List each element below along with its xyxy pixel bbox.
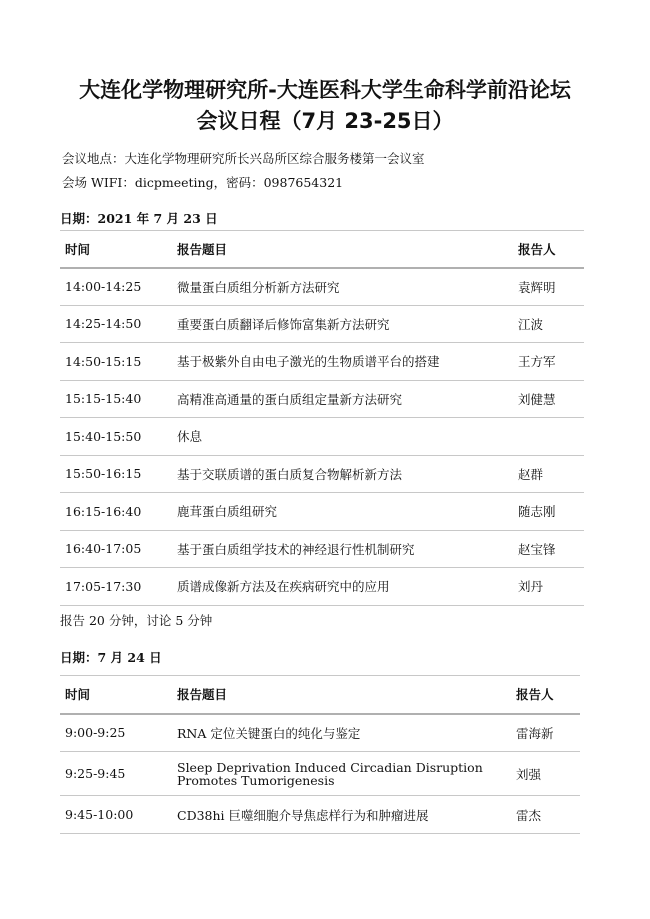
row-speaker — [516, 418, 584, 456]
day2-date: 日期：7 月 24 日 — [60, 650, 162, 665]
table-header-row — [60, 676, 580, 714]
row-title: 基于蛋白质组学技术的神经退行性机制研究 — [177, 530, 516, 568]
table-row — [60, 418, 584, 456]
table-row — [60, 455, 584, 493]
row-time: 17:05-17:30 — [60, 568, 177, 606]
table-header-row — [60, 231, 584, 268]
row-speaker: 雷杰 — [514, 796, 580, 834]
table-row — [60, 796, 580, 834]
row-speaker: 赵群 — [516, 455, 584, 493]
row-title: 基于交联质谱的蛋白质复合物解析新方法 — [177, 455, 516, 493]
row-time: 9:00-9:25 — [60, 714, 177, 752]
table-row — [60, 380, 584, 418]
row-speaker: 随志刚 — [516, 493, 584, 531]
row-title: 鹿茸蛋白质组研究 — [177, 493, 516, 531]
row-time: 16:40-17:05 — [60, 530, 177, 568]
column-header-time: 时间 — [60, 676, 177, 714]
table-row — [60, 343, 584, 381]
row-speaker: 赵宝锋 — [516, 530, 584, 568]
column-header-time: 时间 — [60, 231, 177, 268]
table-row — [60, 752, 580, 796]
row-title: CD38hi 巨噬细胞介导焦虑样行为和肿瘤进展 — [177, 796, 514, 834]
row-time: 14:25-14:50 — [60, 305, 177, 343]
table-row — [60, 305, 584, 343]
day1-note: 报告 20 分钟，讨论 5 分钟 — [60, 613, 213, 628]
row-speaker: 江波 — [516, 305, 584, 343]
row-title: Sleep Deprivation Induced Circadian Disruption Promotes Tumorigenesis — [177, 752, 514, 796]
table-row — [60, 568, 584, 606]
row-title: 休息 — [177, 418, 516, 456]
table-row — [60, 493, 584, 531]
row-title: 重要蛋白质翻译后修饰富集新方法研究 — [177, 305, 516, 343]
day2-schedule-table — [60, 675, 580, 834]
row-speaker: 刘强 — [514, 752, 580, 796]
row-speaker: 刘健慧 — [516, 380, 584, 418]
page-subtitle: 会议日程（7月 23-25日） — [196, 109, 454, 133]
row-speaker: 王方军 — [516, 343, 584, 381]
table-row — [60, 530, 584, 568]
row-speaker: 雷海新 — [514, 714, 580, 752]
meeting-location: 会议地点：大连化学物理研究所长兴岛所区综合服务楼第一会议室 — [62, 151, 425, 166]
meeting-wifi: 会场 WIFI：dicpmeeting，密码：0987654321 — [62, 175, 344, 190]
row-title: 高精准高通量的蛋白质组定量新方法研究 — [177, 380, 516, 418]
row-time: 14:00-14:25 — [60, 268, 177, 306]
row-title: RNA 定位关键蛋白的纯化与鉴定 — [177, 714, 514, 752]
column-header-title: 报告题目 — [177, 676, 514, 714]
table-row — [60, 714, 580, 752]
page-title: 大连化学物理研究所-大连医科大学生命科学前沿论坛 — [79, 78, 571, 102]
row-time: 16:15-16:40 — [60, 493, 177, 531]
column-header-title: 报告题目 — [177, 231, 516, 268]
row-title: 微量蛋白质组分析新方法研究 — [177, 268, 516, 306]
row-time: 15:50-16:15 — [60, 455, 177, 493]
row-title: 基于极紫外自由电子激光的生物质谱平台的搭建 — [177, 343, 516, 381]
row-speaker: 袁辉明 — [516, 268, 584, 306]
column-header-speaker: 报告人 — [514, 676, 580, 714]
row-time: 15:40-15:50 — [60, 418, 177, 456]
row-title: 质谱成像新方法及在疾病研究中的应用 — [177, 568, 516, 606]
day1-date: 日期：2021 年 7 月 23 日 — [60, 211, 218, 226]
row-time: 14:50-15:15 — [60, 343, 177, 381]
day1-schedule-table — [60, 230, 584, 606]
row-time: 9:25-9:45 — [60, 752, 177, 796]
column-header-speaker: 报告人 — [516, 231, 584, 268]
row-speaker: 刘丹 — [516, 568, 584, 606]
row-time: 15:15-15:40 — [60, 380, 177, 418]
row-time: 9:45-10:00 — [60, 796, 177, 834]
table-row — [60, 268, 584, 306]
